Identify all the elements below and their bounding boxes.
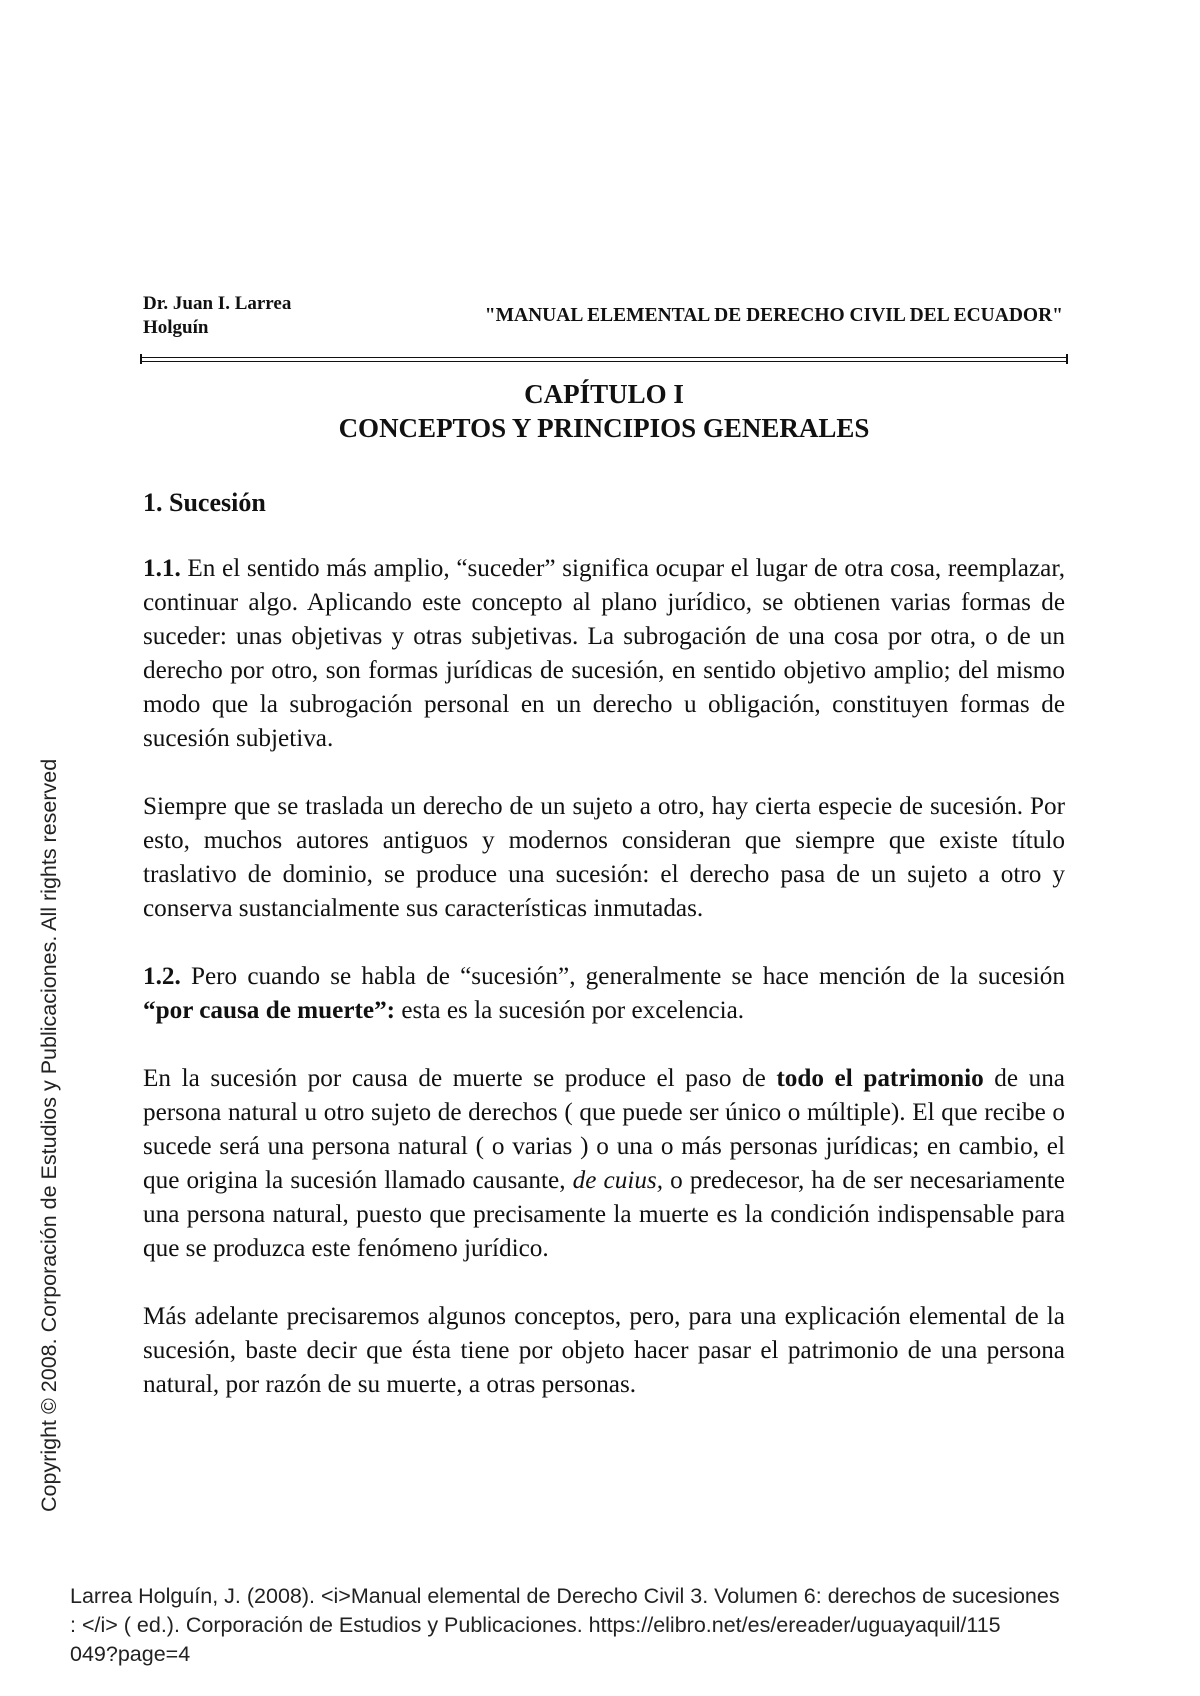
emphasis-italic: de cuius, [572,1167,664,1194]
emphasis-bold: “por causa de muerte”: [143,997,396,1024]
citation-footer [70,1582,1190,1669]
paragraph-4 [143,1062,1065,1266]
citation-line3: 049?page=4 [70,1642,191,1666]
section-heading: 1. Sucesión [143,488,266,517]
citation-line2: : </i> ( ed.). Corporación de Estudios y Publicaciones. https://elibro.net/es/ereader/uguayaquil/115 [70,1613,1001,1637]
header-book-title: "MANUAL ELEMENTAL DE DERECHO CIVIL DEL ECUADOR" [484,305,1063,326]
paragraph-1-2 [143,960,1065,1028]
chapter-title: CONCEPTOS Y PRINCIPIOS GENERALES [338,413,870,443]
paragraph-text: esta es la sucesión por excelencia. [395,997,745,1024]
header-author-line1: Dr. Juan I. Larrea [143,293,292,314]
paragraph-text: de una persona natural u otro sujeto de derechos ( que puede ser único o múltiple). El que recibe o sucede será una persona natural ( o varias ) o una o más personas jurídicas; en cambio, el que origina la sucesión llamado causante, [143,1065,1065,1194]
paragraph-text: Pero cuando se habla de “sucesión”, generalmente se hace mención de la sucesión [180,963,1065,990]
header-author-line2: Holguín [143,317,209,338]
header-divider [141,357,1067,362]
body-text [143,552,1065,1402]
paragraph-number: 1.1. [143,555,181,582]
paragraph-text: En la sucesión por causa de muerte se produce el paso de [143,1065,777,1092]
paragraph-2: Siempre que se traslada un derecho de un sujeto a otro, hay cierta especie de sucesión. Por esto, muchos autores antiguos y modernos consideran que siempre que existe título traslativo de dominio, se produce una sucesión: el derecho pasa de un sujeto a otro y conserva sustancialmente sus características inmutadas. [143,793,1065,922]
paragraph-5: Más adelante precisaremos algunos conceptos, pero, para una explicación elemental de la sucesión, baste decir que ésta tiene por objeto hacer pasar el patrimonio de una persona natural, por razón de su muerte, a otras personas. [143,1303,1065,1398]
running-header [143,292,1065,352]
chapter-number: CAPÍTULO I [524,379,684,409]
paragraph-text: En el sentido más amplio, “suceder” significa ocupar el lugar de otra cosa, reemplazar, continuar algo. Aplicando este concepto al plano jurídico, se obtienen varias formas de suceder: unas objetivas y otras subjetivas. La subrogación de una cosa por otra, o de un derecho por otro, son formas jurídicas de sucesión, en sentido objetivo amplio; del mismo modo que la subrogación personal en un derecho u obligación, constituyen formas de sucesión subjetiva. [143,555,1065,752]
paragraph-number: 1.2. [143,963,181,990]
side-copyright-notice: Copyright © 2008. Corporación de Estudios y Publicaciones. All rights reserved [37,758,61,1512]
citation-line1: Larrea Holguín, J. (2008). <i>Manual elemental de Derecho Civil 3. Volumen 6: derechos de sucesiones [70,1584,1060,1608]
paragraph-text: o predecesor, ha de ser necesariamente una persona natural, puesto que precisamente la muerte es la condición indispensable para que se produzca este fenómeno jurídico. [143,1167,1065,1262]
chapter-heading [143,377,1065,445]
paragraph-1-1 [143,552,1065,756]
header-author [143,292,343,340]
emphasis-bold: todo el patrimonio [776,1065,984,1092]
